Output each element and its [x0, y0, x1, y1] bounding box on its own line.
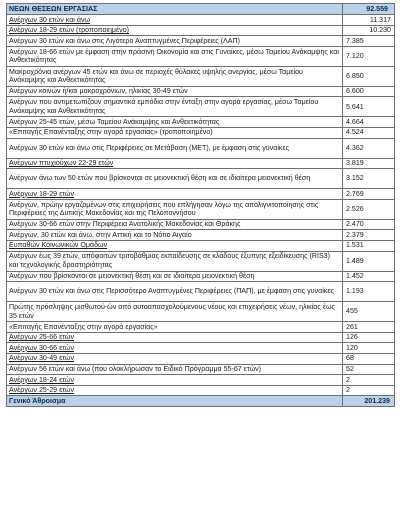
- row-label: [7, 353, 343, 364]
- row-label: [7, 158, 343, 169]
- row-label: Ανέργων 30 ετών και άνω στις Περισσότερο Αναπτυγμένες Περιφέρειες (ΠΑΠ), με έμφαση στις γυναίκες: [7, 282, 343, 302]
- row-label: Μακροχρόνια ανέργων 45 ετών και άνω σε περιοχές θύλακες υψηλής ανεργίας, μέσω Ταμείου Ανάκαμψης και Ανθεκτικότητας: [7, 66, 343, 86]
- row-value: 2: [343, 385, 395, 396]
- row-label: Ανέργων 56 ετών και άνω (που ολοκλήρωσαν το Ειδικό Πρόγραμμα 55-67 ετών): [7, 364, 343, 375]
- row-value: 2.769: [343, 189, 395, 200]
- row-label: Ανέργων 30 ετών και άνω στις Περιφέρειες σε Μετάβαση (ΜΕΤ), με έμφαση στις γυναίκες: [7, 138, 343, 158]
- row-value: 11.317: [343, 15, 395, 26]
- row-value: 6.850: [343, 66, 395, 86]
- row-value: 2.526: [343, 199, 395, 219]
- row-label: Ανέργων 30-66 ετών στην Περιφέρεια Ανατολικής Μακεδονίας και Θράκης: [7, 219, 343, 230]
- row-label: Ανέργων που βρίσκονται σε μειονεκτική θέση και σε ιδιαίτερα μειονεκτική θέση: [7, 271, 343, 282]
- table-row: [7, 375, 395, 386]
- row-value: 120: [343, 343, 395, 354]
- table-row: [7, 169, 395, 189]
- row-value: 4.664: [343, 117, 395, 128]
- row-value: 52: [343, 364, 395, 375]
- row-label: «Επιταγής Επανένταξης στην αγορά εργασίας»: [7, 322, 343, 333]
- row-label-text: Ανέργων 25-66 ετών: [9, 333, 75, 342]
- row-value: 3.819: [343, 158, 395, 169]
- table-row: [7, 251, 395, 271]
- table-row: [7, 15, 395, 26]
- row-label-text: Ανέργων 30-66 ετών: [9, 343, 75, 352]
- table-body: [7, 4, 395, 407]
- row-value: 455: [343, 302, 395, 322]
- row-label: Ανέργων 18-66 ετών με έμφαση στην πράσινη Οικονομία και στις Γυναίκες, μέσω Ταμείου Ανάκαμψης και Ανθεκτικότητας: [7, 46, 343, 66]
- jobs-table-sheet: [6, 3, 394, 407]
- table-row: [7, 353, 395, 364]
- table-row: [7, 230, 395, 241]
- total-label: Γενικό Άθροισμα: [7, 396, 343, 407]
- table-row: [7, 127, 395, 138]
- row-value: 2.470: [343, 219, 395, 230]
- table-row: [7, 117, 395, 128]
- row-label: [7, 385, 343, 396]
- row-label-text: Ανέργων πτυχιούχων 22-29 ετών: [9, 159, 114, 168]
- row-value: 7.385: [343, 36, 395, 47]
- row-value: 1.452: [343, 271, 395, 282]
- table-row: [7, 219, 395, 230]
- row-label: Ανέργων 25-45 ετών, μέσω Ταμείου Ανάκαμψης και Ανθεκτικότητας: [7, 117, 343, 128]
- row-value: 6.600: [343, 86, 395, 97]
- row-label: [7, 343, 343, 354]
- table-row: [7, 25, 395, 36]
- row-label: [7, 375, 343, 386]
- row-label-text: Ανέργων 30 ετών και άνω: [9, 15, 91, 24]
- row-label: [7, 25, 343, 36]
- row-label: Ανέργων, πρώην εργαζομένων στις επιχειρήσεις που επλήγησαν λόγω της απολιγνιτοποίησης στις Περιφέρειες της Δυτικής Μακεδονίας και της Πελοποννήσου: [7, 199, 343, 219]
- row-label-text: Ανέργων 18-29 ετών: [9, 189, 75, 198]
- table-row: [7, 343, 395, 354]
- total-value: 201.239: [343, 396, 395, 407]
- row-value: 1.489: [343, 251, 395, 271]
- row-label: [7, 332, 343, 343]
- row-label-text: Ανέργων 25-29 ετών: [9, 386, 75, 395]
- row-label: «Επιταγής Επανένταξης στην αγορά εργασίας» (τροποποιημένο): [7, 127, 343, 138]
- new-jobs-table: [6, 3, 395, 407]
- table-header-row: [7, 4, 395, 15]
- table-row: [7, 364, 395, 375]
- header-label: ΝΕΩΝ ΘΕΣΕΩΝ ΕΡΓΑΣΙΑΣ: [7, 4, 343, 15]
- table-row: [7, 240, 395, 251]
- table-row: [7, 86, 395, 97]
- row-label: Πρώτης πρόσληψης μισθωτού-ών από αυτοαπασχολούμενους νέους και επιχειρήσεις νέων, ηλικίας έως 35 ετών: [7, 302, 343, 322]
- row-value: 4.362: [343, 138, 395, 158]
- table-row: [7, 385, 395, 396]
- row-value: 261: [343, 322, 395, 333]
- table-row: [7, 199, 395, 219]
- header-value: 92.559: [343, 4, 395, 15]
- row-value: 5.641: [343, 97, 395, 117]
- row-value: 126: [343, 332, 395, 343]
- row-label-text: Ανέργων 30-49 ετών: [9, 354, 75, 363]
- table-row: [7, 97, 395, 117]
- table-row: [7, 36, 395, 47]
- row-value: 10.230: [343, 25, 395, 36]
- row-label: [7, 189, 343, 200]
- row-label: Ανέργων άνω των 50 ετών που βρίσκονται σε μειονεκτική θέση και σε ιδιαίτερα μειονεκτική θέση: [7, 169, 343, 189]
- row-label: [7, 240, 343, 251]
- row-value: 2.379: [343, 230, 395, 241]
- table-row: [7, 66, 395, 86]
- table-row: [7, 302, 395, 322]
- table-row: [7, 282, 395, 302]
- total-row: [7, 396, 395, 407]
- row-value: 68: [343, 353, 395, 364]
- table-row: [7, 271, 395, 282]
- row-value: 7.120: [343, 46, 395, 66]
- row-value: 2: [343, 375, 395, 386]
- row-value: 1.193: [343, 282, 395, 302]
- row-label: [7, 15, 343, 26]
- table-row: [7, 322, 395, 333]
- row-value: 3.152: [343, 169, 395, 189]
- row-label: Ανέργων έως 39 ετών, απόφοιτων τριτοβάθμιας εκπαίδευσης σε κλάδους έξυπνης εξειδίκευσης (RIS3) και τεχνολογικής δραστηριότητας: [7, 251, 343, 271]
- table-row: [7, 158, 395, 169]
- table-row: [7, 46, 395, 66]
- table-row: [7, 189, 395, 200]
- row-value: 4.524: [343, 127, 395, 138]
- row-label-text: Ανέργων 18-24 ετών: [9, 375, 75, 384]
- table-row: [7, 332, 395, 343]
- table-row: [7, 138, 395, 158]
- row-label: Ανέργων, 30 ετών και άνω, στην Αττική και το Νότιο Αιγαίο: [7, 230, 343, 241]
- row-value: 1.531: [343, 240, 395, 251]
- row-label-text: Ευπαθών Κοινωνικών Ομάδων: [9, 241, 108, 250]
- row-label: Ανέργων 30 ετών και άνω στις Λιγότερο Αναπτυγμένες Περιφέρειες (ΛΑΠ): [7, 36, 343, 47]
- row-label-text: Ανέργων 18-29 ετών (τροποποιημένο): [9, 26, 130, 35]
- row-label: Ανέργων που αντιμετωπίζουν σημαντικά εμπόδια στην ένταξη στην αγορά εργασίας, μέσω Ταμείου Ανάκαμψης και Ανθεκτικότητας: [7, 97, 343, 117]
- row-label: Ανέργων κοινών ή/και μακροχρόνιων, ηλικίας 30-49 ετών: [7, 86, 343, 97]
